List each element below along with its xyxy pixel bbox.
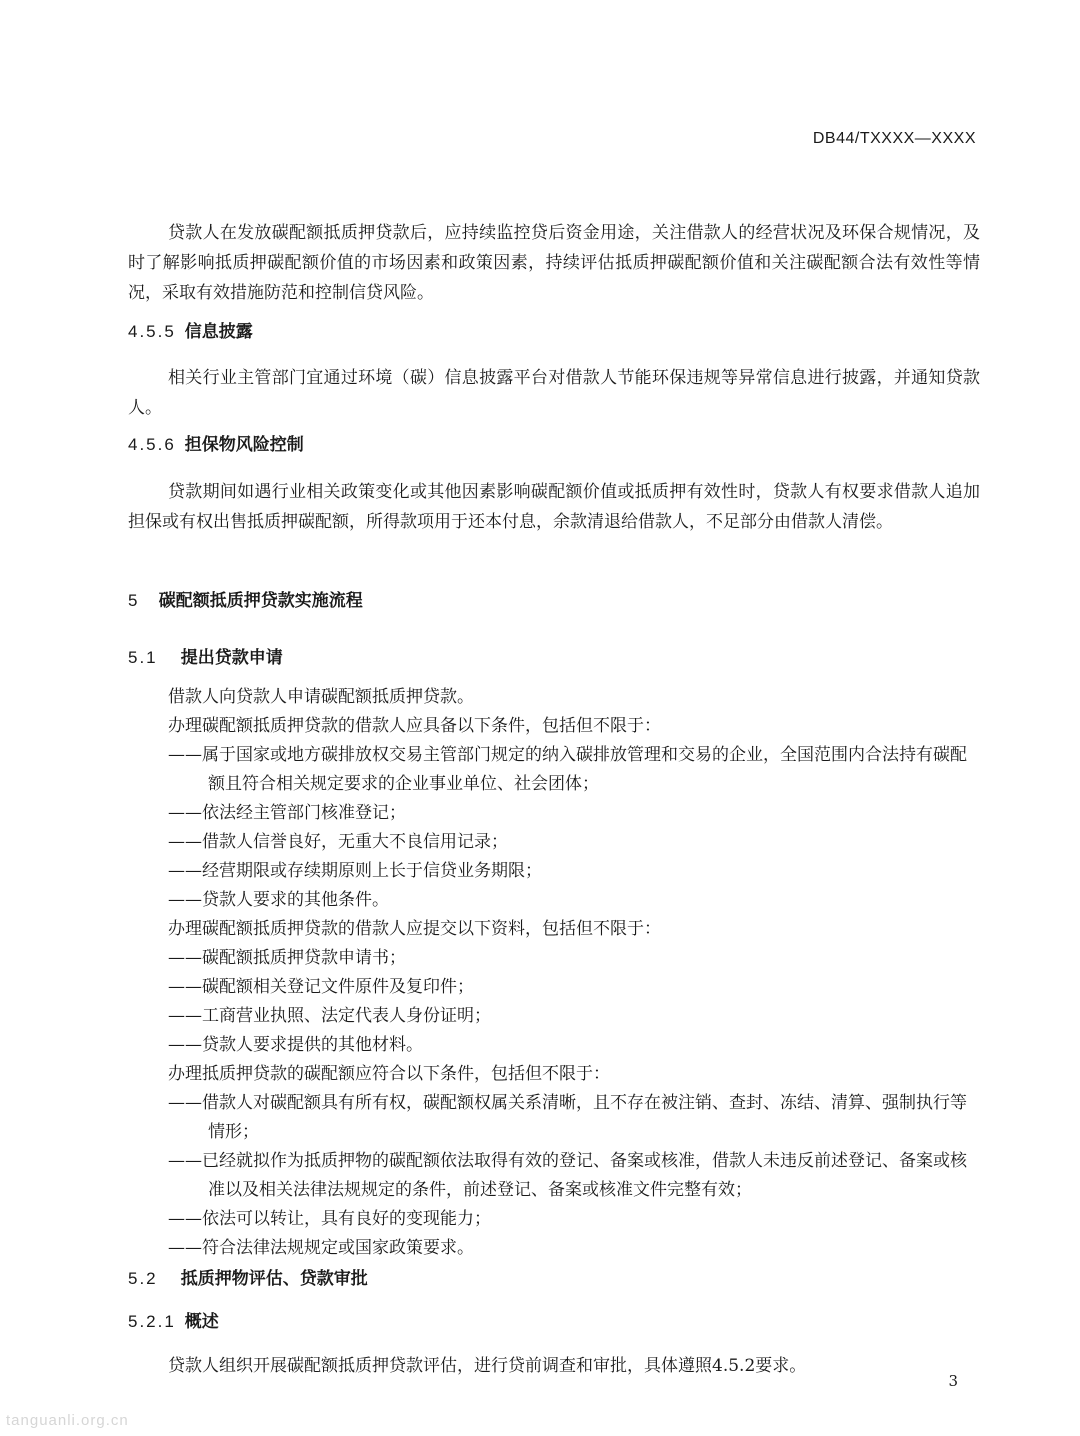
section-heading	[128, 1267, 980, 1291]
section-number: 5.2	[128, 1269, 158, 1288]
section-title: 概述	[184, 1312, 219, 1331]
section-heading	[128, 646, 980, 670]
section-title: 抵质押物评估、贷款审批	[180, 1269, 368, 1288]
section-heading	[128, 433, 980, 457]
list-item: ——已经就拟作为抵质押物的碳配额依法取得有效的登记、备案或核准，借款人未违反前述登记、备案或核准以及相关法律法规规定的条件，前述登记、备案或核准文件完整有效；	[168, 1151, 967, 1200]
list-item: ——属于国家或地方碳排放权交易主管部门规定的纳入碳排放管理和交易的企业，全国范围内合法持有碳配额且符合相关规定要求的企业事业单位、社会团体；	[168, 745, 967, 794]
list-item: ——借款人信誉良好，无重大不良信用记录；	[168, 832, 508, 852]
section-5-2	[128, 1267, 980, 1291]
section-number: 4.5.6	[128, 435, 176, 454]
list-item: ——工商营业执照、法定代表人身份证明；	[168, 1006, 491, 1026]
list-item: ——符合法律法规规定或国家政策要求。	[168, 1238, 474, 1258]
list-item: ——依法可以转让，具有良好的变现能力；	[168, 1209, 491, 1229]
text-line: 办理碳配额抵质押贷款的借款人应具备以下条件，包括但不限于：	[168, 716, 661, 736]
section-paragraph: 贷款期间如遇行业相关政策变化或其他因素影响碳配额价值或抵质押有效性时，贷款人有权要求借款人追加担保或有权出售抵质押碳配额，所得款项用于还本付息，余款清退给借款人，不足部分由借款人清偿。	[128, 482, 980, 532]
intro-paragraph: 贷款人在发放碳配额抵质押贷款后，应持续监控贷后资金用途，关注借款人的经营状况及环保合规情况，及时了解影响抵质押碳配额价值的市场因素和政策因素，持续评估抵质押碳配额价值和关注碳配额合法有效性等情况，采取有效措施防范和控制信贷风险。	[128, 223, 980, 303]
list-item: ——贷款人要求提供的其他材料。	[168, 1035, 423, 1055]
text-line: 办理碳配额抵质押贷款的借款人应提交以下资料，包括但不限于：	[168, 919, 661, 939]
text-line: 办理抵质押贷款的碳配额应符合以下条件，包括但不限于：	[168, 1064, 610, 1084]
section-4-5-6	[128, 433, 980, 537]
section-paragraph: 贷款人组织开展碳配额抵质押贷款评估，进行贷前调查和审批，具体遵照4.5.2要求。	[168, 1356, 807, 1376]
text-line: 借款人向贷款人申请碳配额抵质押贷款。	[168, 687, 474, 707]
list-item: ——依法经主管部门核准登记；	[168, 803, 406, 823]
list-item: ——借款人对碳配额具有所有权，碳配额权属关系清晰，且不存在被注销、查封、冻结、清算、强制执行等情形；	[168, 1093, 967, 1142]
section-4-5-5	[128, 320, 980, 423]
intro-section	[128, 218, 980, 308]
document-code: DB44/TXXXX—XXXX	[812, 130, 976, 147]
chapter-heading	[128, 589, 980, 613]
section-5-2-1	[128, 1310, 980, 1381]
watermark-text: tanguanli.org.cn	[6, 1412, 129, 1429]
section-5-1	[128, 646, 980, 1263]
section-heading	[128, 1310, 980, 1334]
section-title: 信息披露	[184, 322, 253, 341]
list-item: ——碳配额抵质押贷款申请书；	[168, 948, 406, 968]
section-number: 4.5.5	[128, 322, 176, 341]
section-paragraph: 相关行业主管部门宜通过环境（碳）信息披露平台对借款人节能环保违规等异常信息进行披露，并通知贷款人。	[128, 368, 980, 418]
list-item: ——贷款人要求的其他条件。	[168, 890, 389, 910]
section-number: 5.2.1	[128, 1312, 176, 1331]
section-title: 担保物风险控制	[184, 435, 304, 454]
section-title: 碳配额抵质押贷款实施流程	[158, 591, 363, 610]
section-heading	[128, 320, 980, 344]
section-number: 5	[128, 591, 140, 610]
page-number: 3	[948, 1372, 958, 1390]
list-item: ——经营期限或存续期原则上长于信贷业务期限；	[168, 861, 542, 881]
list-item: ——碳配额相关登记文件原件及复印件；	[168, 977, 474, 997]
section-5	[128, 589, 980, 613]
section-number: 5.1	[128, 648, 158, 667]
section-title: 提出贷款申请	[180, 648, 283, 667]
